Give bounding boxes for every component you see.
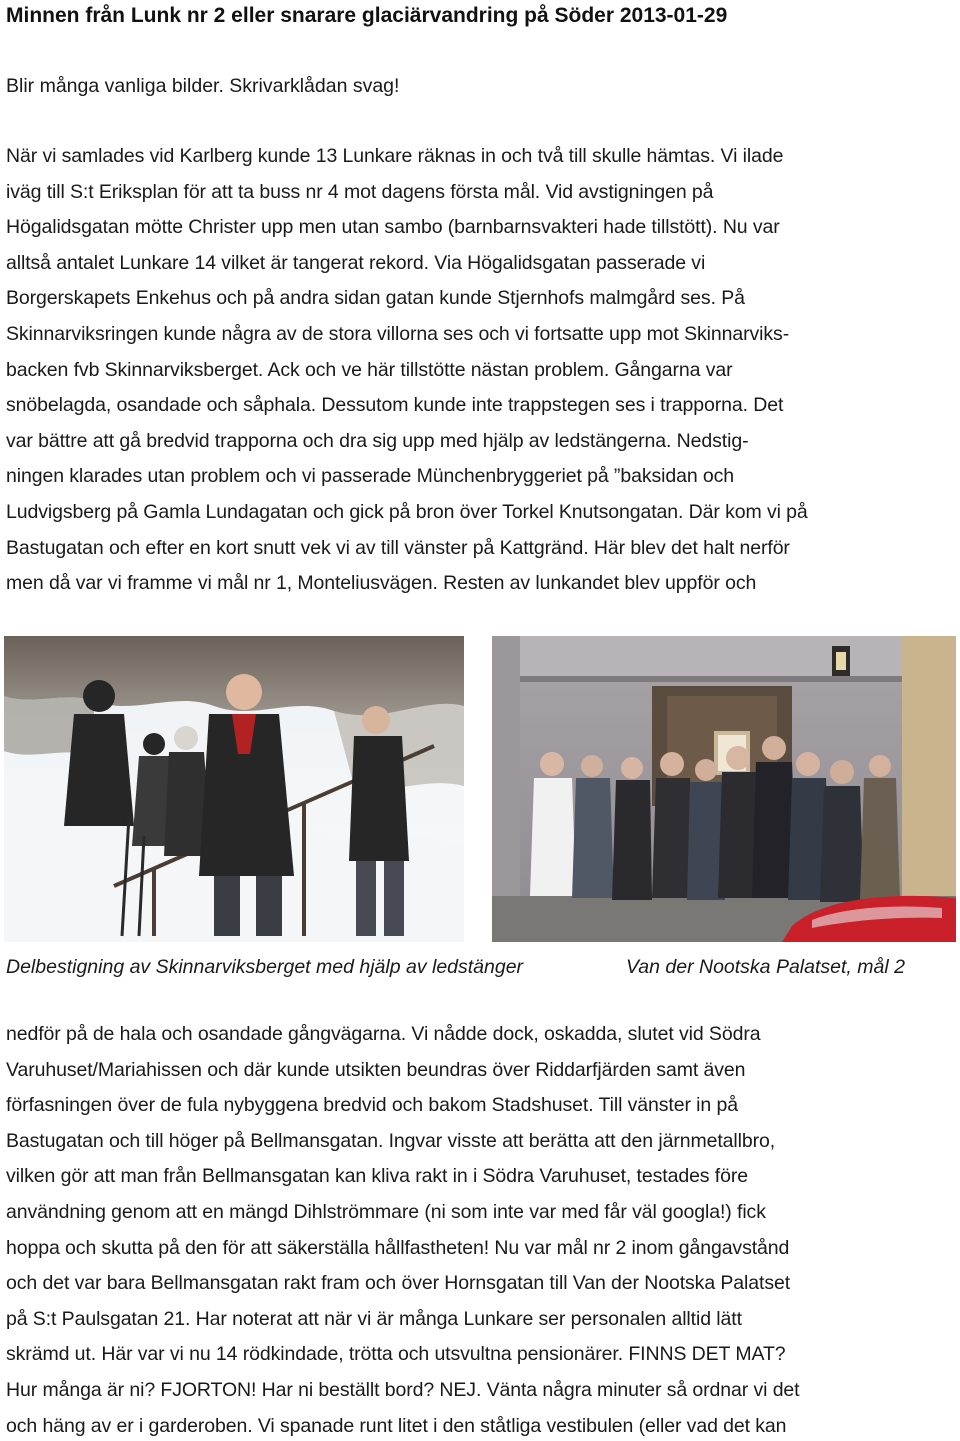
text-line: Borgerskapets Enkehus och på andra sidan gatan kunde Stjernhofs malmgård ses. På [6,287,745,310]
caption-left: Delbestigning av Skinnarviksberget med hjälp av ledstänger [6,956,524,978]
text-line: och häng av er i garderoben. Vi spanade runt litet i den ståtliga vestibulen (eller vad det kan [6,1414,787,1437]
text-line: Hur många är ni? FJORTON! Har ni beställt bord? NEJ. Vänta några minuter så ordnar vi det [6,1378,800,1401]
text-line: När vi samlades vid Karlberg kunde 13 Lunkare räknas in och två till skulle hämtas. Vi ilade [6,145,784,167]
text-line: alltså antalet Lunkare 14 vilket är tangerat rekord. Via Högalidsgatan passerade vi [6,251,706,274]
text-line: iväg till S:t Eriksplan för att ta buss nr 4 mot dagens första mål. Vid avstigningen på [6,180,714,203]
paragraph-2 [6,1017,956,1441]
paragraph-1 [6,139,956,602]
text-line: hoppa och skutta på den för att säkerställa hållfastheten! Nu var mål nr 2 inom gångavstånd [6,1236,790,1259]
text-line: var bättre att gå bredvid trapporna och dra sig upp med hjälp av ledstängerna. Nedstig- [6,429,749,452]
text-line: Varuhuset/Mariahissen och där kunde utsikten beundras över Riddarfjärden samt även [6,1058,746,1081]
text-line: Skinnarviksringen kunde några av de stora villorna ses och vi fortsatte upp mot Skinnarviks- [6,322,790,345]
text-line: förfasningen över de fula nybyggena bredvid och bakom Stadshuset. Till vänster in på [6,1094,738,1117]
page-title: Minnen från Lunk nr 2 eller snarare glaciärvandring på Söder 2013-01-29 [6,4,728,27]
text-line: vilken gör att man från Bellmansgatan kan kliva rakt in i Södra Varuhuset, testades före [6,1165,748,1188]
text-line: och det var bara Bellmansgatan rakt fram och över Hornsgatan till Van der Nootska Palatset [6,1272,791,1295]
text-line: på S:t Paulsgatan 21. Har noterat att när vi är många Lunkare ser personalen alltid lätt [6,1307,742,1330]
text-line: Bastugatan och till höger på Bellmansgatan. Ingvar visste att berätta att den järnmetallbro, [6,1129,776,1152]
text-line: nedför på de hala och osandade gångvägarna. Vi nådde dock, oskadda, slutet vid Södra [6,1023,761,1045]
text-line: men då var vi framme vi mål nr 1, Monteliusvägen. Resten av lunkandet blev uppför och [6,572,757,595]
text-line: Bastugatan och efter en kort snutt vek vi av till vänster på Kattgränd. Här blev det halt nerför [6,536,790,559]
text-line: användning genom att en mängd Dihlströmmare (ni som inte var med får väl googla!) fick [6,1200,766,1223]
text-line: ningen klarades utan problem och vi passerade Münchenbryggeriet på ”baksidan och [6,465,735,488]
photo-snowy-climb [4,636,464,942]
text-line: Högalidsgatan mötte Christer upp men utan sambo (barnbarnsvakteri hade tillstött). Nu var [6,216,780,239]
text-line: Ludvigsberg på Gamla Lundagatan och gick på bron över Torkel Knutsongatan. Där kom vi på [6,500,808,523]
text-line: skrämd ut. Här var vi nu 14 rödkindade, trötta och utsvultna pensionärer. FINNS DET MAT? [6,1343,786,1366]
photo-palace-group [492,636,956,942]
photo-captions [6,952,956,982]
text-line: backen fvb Skinnarviksberget. Ack och ve här tillstötte nästan problem. Gångarna var [6,358,733,381]
caption-right: Van der Nootska Palatset, mål 2 [626,956,905,978]
text-line: snöbelagda, osandade och såphala. Dessutom kunde inte trappstegen ses i trapporna. Det [6,394,784,417]
intro-line: Blir många vanliga bilder. Skrivarklådan svag! [6,75,400,97]
